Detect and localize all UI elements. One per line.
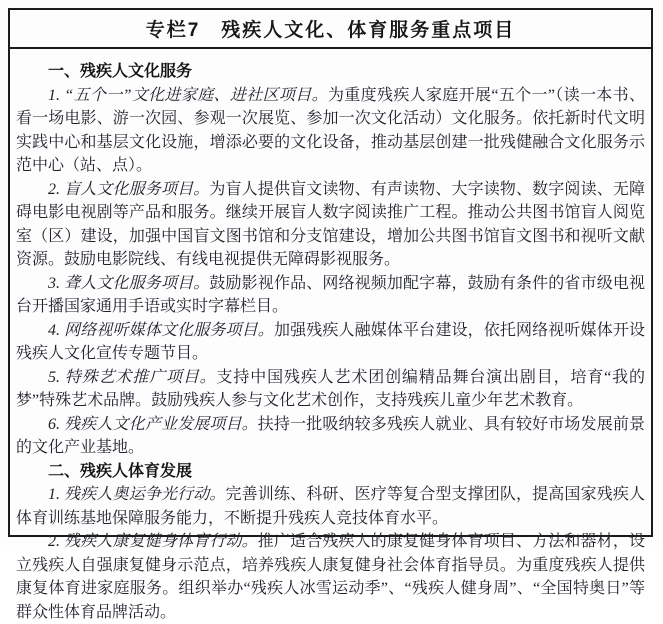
item-desc: 为重度残疾人家庭开展“五个一”（读一本书、看一场电影、游一次园、参观一次展览、参加一次文化活动）文化服务。依托新时代文明实践中心和基层文化设施，增添必要的文化设备，推动基层创建一批残健融合文化服务示范中心（站、点）。	[16, 86, 645, 174]
item-desc: 为盲人提供盲文读物、有声读物、大字读物、数字阅读、无障碍电影电视剧等产品和服务。继续开展盲人数字阅读推广工程。推动公共图书馆盲人阅览室（区）建设，加强中国盲文图书馆和分支馆建设，增加公共图书馆盲文图书和视听文献资源。鼓励电影院线、有线电视提供无障碍影视服务。	[16, 180, 645, 268]
item-desc: 加强残疾人融媒体平台建设，依托网络视听媒体开设残疾人文化宣传专题节目。	[16, 321, 645, 362]
list-item	[16, 483, 645, 530]
item-lead: 1. “五个一”文化进家庭、进社区项目。	[48, 86, 328, 104]
list-item	[16, 84, 645, 178]
list-item	[16, 319, 645, 366]
item-lead: 1. 残疾人奥运争光行动。	[48, 486, 226, 503]
item-desc: 鼓励影视作品、网络视频加配字幕，鼓励有条件的省市级电视台开播国家通用手语或实时字幕栏目。	[16, 274, 645, 315]
list-item	[16, 272, 645, 319]
item-lead: 2. 盲人文化服务项目。	[48, 180, 210, 198]
item-desc: 完善训练、科研、医疗等复合型支撑团队，提高国家残疾人体育训练基地保障服务能力，不断提升残疾人竞技体育水平。	[16, 486, 645, 527]
item-desc: 推广适合残疾人的康复健身体育项目、方法和器材，设立残疾人自强康复健身示范点，培养残疾人康复健身社会体育指导员。为重度残疾人提供康复体育进家庭服务。组织举办“残疾人冰雪运动季”、“残疾人健身周”、“全国特奥日”等群众性体育品牌活动。	[16, 533, 645, 621]
item-lead: 2. 残疾人康复健身体育行动。	[48, 533, 258, 550]
item-lead: 3. 聋人文化服务项目。	[48, 274, 210, 292]
item-desc: 扶持一批吸纳较多残疾人就业、具有较好市场发展前景的文化产业基地。	[16, 415, 645, 456]
panel-title: 专栏7 残疾人文化、体育服务重点项目	[10, 10, 651, 49]
list-item	[16, 413, 645, 460]
list-item	[16, 530, 645, 624]
item-lead: 6. 残疾人文化产业发展项目。	[48, 415, 258, 433]
section-heading-culture: 一、残疾人文化服务	[48, 63, 193, 80]
list-item	[16, 366, 645, 413]
section-heading-sports: 二、残疾人体育发展	[48, 462, 193, 480]
list-item	[16, 178, 645, 272]
item-desc: 支持中国残疾人艺术团创编精品舞台演出剧目，培育“我的梦”特殊艺术品牌。鼓励残疾人参与文化艺术创作，支持残疾儿童少年艺术教育。	[16, 368, 645, 409]
column-panel	[8, 8, 653, 621]
item-lead: 4. 网络视听媒体文化服务项目。	[48, 321, 274, 339]
item-lead: 5. 特殊艺术推广项目。	[48, 368, 217, 386]
panel-body	[10, 49, 651, 621]
